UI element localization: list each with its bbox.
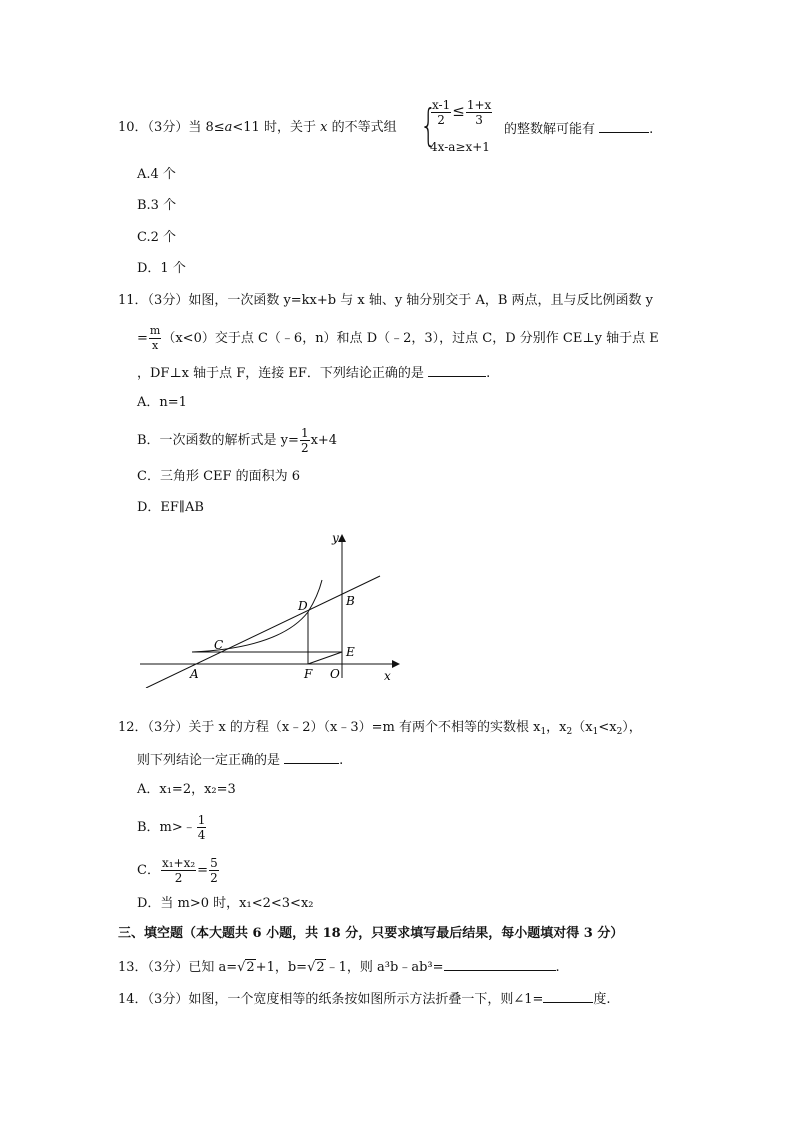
q12-option-d: D．当 m>0 时，x₁<2<3<x₂ (137, 896, 314, 911)
answer-blank (543, 990, 593, 1003)
hyperbola-curve (192, 580, 322, 652)
q12-line1: 12．（3分）关于 x 的方程（x﹣2）（x﹣3）=m 有两个不相等的实数根 $x_1$，$x_2(x_1<x_2)$， (118, 720, 642, 737)
q11-option-d: D．EF∥AB (137, 500, 204, 515)
q11-option-c: C．三角形 CEF 的面积为 6 (137, 469, 301, 484)
q11-line3: ，DF⊥x 轴于点 F，连接 EF．下列结论正确的是 . (137, 366, 491, 381)
q12-option-a: A．x₁=2，x₂=3 (137, 782, 236, 797)
q10-stem: 10．（3分）当 8≤a<11 时，关于 x 的不等式组 (118, 120, 397, 135)
label-f: F (304, 667, 313, 681)
label-a: A (190, 667, 199, 681)
x-axis-arrow (392, 660, 400, 668)
q13: 13．（3分）已知 a=√2+1，b=√2﹣1，则 a³b﹣ab³= . (118, 960, 560, 975)
segment-ef (308, 652, 342, 664)
label-e: E (346, 645, 355, 659)
label-d: D (298, 599, 308, 613)
label-c: C (214, 638, 224, 652)
q12-line2: 则下列结论一定正确的是 . (137, 753, 344, 768)
q11-figure (130, 528, 410, 688)
label-o: O (330, 667, 340, 681)
answer-blank (444, 958, 556, 971)
fraction: $\frac{1+x}{3}$ (466, 98, 492, 127)
label-b: B (346, 594, 355, 608)
q12-option-b: B．m>﹣ $\frac{1}{4}$ (137, 813, 206, 842)
q10-option-d: D．1 个 (137, 261, 186, 276)
label-x: x (384, 669, 391, 683)
fraction: $\frac{x-1}{2}$ (432, 98, 451, 127)
answer-blank (284, 751, 339, 764)
q11-option-a: A．n=1 (137, 395, 187, 410)
q12-option-c: C． $\frac{\text{x₁+x₂}}{2}$ = $\frac{5}{2}$ (137, 856, 218, 885)
q11-option-b: B．一次函数的解析式是 y= $\frac{1}{2}$ x+4 (137, 426, 338, 455)
linear-function-line (146, 576, 380, 688)
q10-stem-end: 的整数解可能有 . (504, 122, 654, 137)
answer-blank (599, 120, 649, 133)
q11-line1: 11．（3分）如图，一次函数 y=kx+b 与 x 轴、y 轴分别交于 A，B 两点，且与反比例函数 y (118, 293, 653, 308)
label-y: y (332, 531, 339, 545)
answer-blank (428, 364, 486, 377)
y-axis-arrow (338, 534, 346, 542)
q14: 14．（3分）如图，一个宽度相等的纸条按如图所示方法折叠一下，则∠1= 度. (118, 992, 611, 1007)
q11-line2: = $\frac{m}{x}$ （x<0）交于点 C（﹣6，n）和点 D（﹣2，3），过点 C，D 分别作 CE⊥y 轴于点 E (137, 324, 659, 352)
brace-symbol: { (420, 100, 437, 151)
q10-option-c: C.2 个 (137, 230, 177, 245)
q10-option-a: A.4 个 (137, 167, 176, 182)
q10-inequality-system: { $\frac{x-1}{2}$ ≤ $\frac{1+x}{3}$ 4x-a≥x+1 (420, 98, 492, 154)
inequality-2: 4x-a≥x+1 (430, 140, 490, 154)
q10-option-b: B.3 个 (137, 198, 177, 213)
section-title: 三、填空题（本大题共 6 小题，共 18 分，只要求填写最后结果，每小题填对得 3 分） (118, 926, 624, 941)
